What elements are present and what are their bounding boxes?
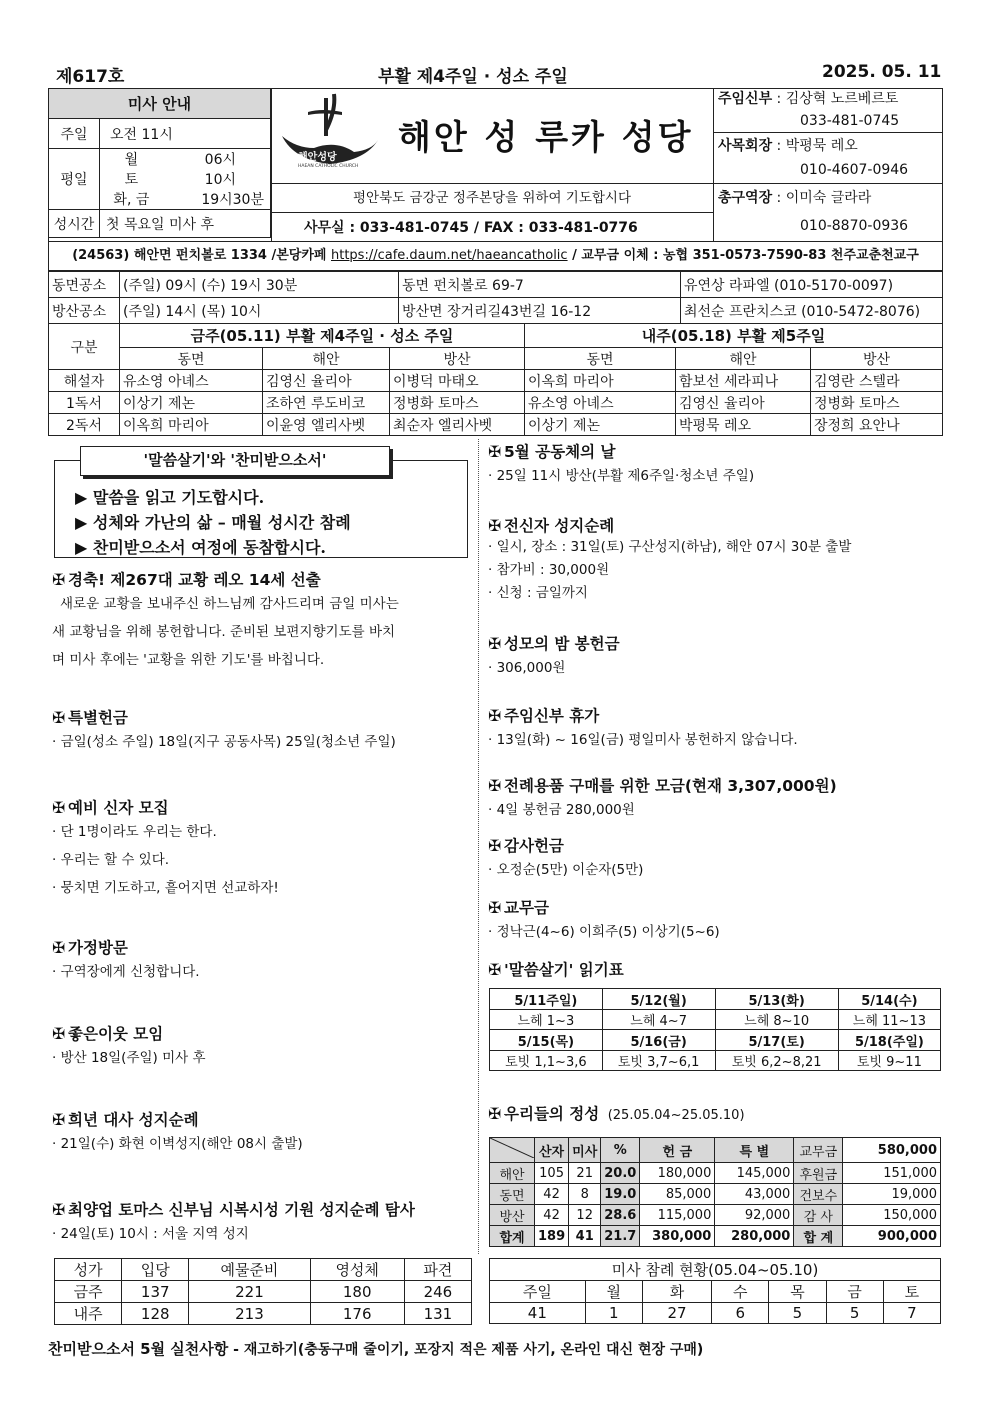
- sunday-time: 오전 11시: [100, 119, 271, 149]
- reading-text: 토빗 6,2~8,21: [715, 1051, 838, 1071]
- attendance-value: 7: [883, 1303, 940, 1324]
- offering-cell: 85,000: [640, 1184, 715, 1205]
- section-line: · 306,000원: [488, 660, 566, 676]
- vocation-cell: 137: [122, 1281, 189, 1303]
- vocation-table: [54, 1258, 472, 1325]
- place-header: 동면: [120, 348, 263, 370]
- reading-text: 토빗 9~11: [838, 1051, 940, 1071]
- station-label: 동면공소: [49, 272, 120, 298]
- vocation-cell: 176: [310, 1303, 404, 1325]
- contact-role: 주임신부: [718, 91, 773, 107]
- cross-icon: ✠: [488, 635, 501, 653]
- weekday-label: 평일: [49, 149, 100, 210]
- section-line: · 21일(수) 화현 이벽성지(해안 08시 출발): [52, 1136, 303, 1152]
- vocation-cell: 213: [189, 1303, 310, 1325]
- reader-name: 이병덕 마태오: [390, 370, 525, 392]
- prayer-intention: 평안북도 금강군 정주본당을 위하여 기도합시다: [271, 183, 713, 213]
- cross-icon: ✠: [52, 709, 65, 727]
- reading-table: [489, 988, 941, 1071]
- column-divider: [478, 439, 480, 1254]
- contact-name: 이미숙 글라라: [785, 190, 872, 206]
- cross-icon: ✠: [488, 961, 501, 979]
- cross-icon: ✠: [488, 777, 501, 795]
- attendance-day: 토: [883, 1281, 940, 1303]
- reader-name: 최순자 엘리사벳: [390, 414, 525, 436]
- offering-table: [489, 1137, 941, 1247]
- contacts: 주임신부 : 김상혁 노르베르토 033-481-0745 사목회장 : 박평묵 레오 010-4607-0946 총구역장 : 이미숙 글라라 010-8870-0936: [714, 88, 943, 242]
- contact-name: 박평묵 레오: [785, 138, 858, 154]
- section: [488, 704, 943, 774]
- reader-name: 김영란 스텔라: [811, 370, 943, 392]
- attendance-value: 5: [826, 1303, 883, 1324]
- section: [488, 958, 943, 980]
- vocation-cell: 금주: [55, 1281, 122, 1303]
- reader-name: 함보선 세라피나: [676, 370, 811, 392]
- readers-col-label: 구분: [49, 324, 120, 370]
- section-title: 성모의 밤 봉헌금: [504, 635, 620, 653]
- section: [52, 692, 472, 796]
- reader-name: 장정희 요안나: [811, 414, 943, 436]
- reader-name: 정병화 토마스: [811, 392, 943, 414]
- offering-key: 건보수: [794, 1184, 843, 1205]
- offering-title: [488, 1102, 745, 1124]
- contact-role: 총구역장: [718, 190, 773, 206]
- this-week-title: 금주(05.11) 부활 제4주일 · 성소 주일: [120, 324, 525, 348]
- section-title: 감사헌금: [504, 837, 564, 855]
- account-text: / 교무금 이체 : 농협 351-0573-7590-83 천주교춘천교구: [567, 248, 919, 263]
- section-line: · 뭉치면 기도하고, 흩어지면 선교하자!: [52, 880, 279, 896]
- right-column: [488, 440, 943, 980]
- section-line: 며 미사 후에는 '교황을 위한 기도'를 바칩니다.: [52, 652, 325, 668]
- section-title: 가정방문: [68, 939, 128, 957]
- vocation-header: 영성체: [310, 1259, 404, 1281]
- reader-name: 박평묵 레오: [676, 414, 811, 436]
- cross-icon: ✠: [488, 899, 501, 917]
- reading-date: 5/18(주일): [838, 1030, 940, 1051]
- section-title: 좋은이웃 모임: [68, 1025, 164, 1043]
- weekday-time: 06시: [163, 149, 271, 170]
- place-header: 동면: [525, 348, 676, 370]
- reading-date: 5/15(목): [490, 1030, 603, 1051]
- offering-cell: 42: [535, 1205, 569, 1226]
- vocation-header: 파견: [404, 1259, 471, 1281]
- issue-number: 제617호: [56, 67, 125, 87]
- contact-phone: 010-8870-0936: [800, 218, 909, 234]
- attendance-value: 1: [585, 1303, 642, 1324]
- section-line: · 정낙근(4~6) 이희주(5) 이상기(5~6): [488, 924, 720, 940]
- attendance-day: 월: [585, 1281, 642, 1303]
- offering-header: %: [601, 1138, 640, 1163]
- readers-table: [48, 323, 943, 436]
- reader-name: 김영신 율리아: [263, 370, 390, 392]
- offering-key: 감 사: [794, 1205, 843, 1226]
- attendance-day: 금: [826, 1281, 883, 1303]
- section-line: 새 교황님을 위해 봉헌합니다. 준비된 보편지향기도를 바치: [52, 624, 396, 640]
- reading-text: 느헤 4~7: [602, 1010, 715, 1030]
- offering-key-value: 151,000: [843, 1163, 941, 1184]
- section-line: · 참가비 : 30,000원: [488, 562, 610, 578]
- vocation-header: 입당: [122, 1259, 189, 1281]
- offering-cell: 43,000: [715, 1184, 794, 1205]
- section-title: 교무금: [504, 899, 549, 917]
- section-line: · 13일(화) ~ 16일(금) 평일미사 봉헌하지 않습니다.: [488, 732, 798, 748]
- reading-text: 느헤 11~13: [838, 1010, 940, 1030]
- mass-info: [48, 88, 271, 238]
- offering-cell: 8: [569, 1184, 601, 1205]
- section-line: 새로운 교황을 보내주신 하느님께 감사드리며 금일 미사는: [60, 596, 399, 612]
- reader-name: 조하연 루도비코: [263, 392, 390, 414]
- attendance-day: 수: [712, 1281, 769, 1303]
- offering-cell: 189: [535, 1226, 569, 1247]
- stations-table: [48, 271, 943, 324]
- reading-text: 느헤 8~10: [715, 1010, 838, 1030]
- cross-icon: ✠: [52, 799, 65, 817]
- reader-name: 이상기 제논: [525, 414, 676, 436]
- station-contact: 유연상 라파엘 (010-5170-0097): [681, 272, 943, 298]
- cross-icon: ✠: [52, 1201, 65, 1219]
- church-name: 해안 성 루카 성당: [398, 118, 694, 158]
- sunday-label: 주일: [49, 119, 100, 149]
- section-line: · 25일 11시 방산(부활 제6주일·청소년 주일): [488, 468, 755, 484]
- offering-cell: 21: [569, 1163, 601, 1184]
- station-addr: 방산면 장거리길43번길 16-12: [399, 298, 681, 324]
- station-times: (주일) 14시 (목) 10시: [120, 298, 399, 324]
- offering-cell: 92,000: [715, 1205, 794, 1226]
- section: [52, 936, 472, 1022]
- offering-key-value: 150,000: [843, 1205, 941, 1226]
- cross-icon: ✠: [488, 707, 501, 725]
- section-line: · 4일 봉헌금 280,000원: [488, 802, 635, 818]
- section-title: 예비 신자 모집: [68, 799, 169, 817]
- section-line: · 방산 18일(주일) 미사 후: [52, 1050, 206, 1066]
- offering-place: 방산: [490, 1205, 535, 1226]
- offering-period: (25.05.04~25.05.10): [607, 1108, 745, 1123]
- offering-cell: 180,000: [640, 1163, 715, 1184]
- section-title: 우리들의 정성: [504, 1105, 600, 1123]
- attendance-day: 화: [642, 1281, 711, 1303]
- issue-date: 2025. 05. 11: [822, 62, 942, 82]
- section: [488, 632, 943, 704]
- section: [52, 1108, 472, 1198]
- offering-total-label: 합 계: [794, 1226, 843, 1247]
- logo-sub: HAEAN CATHOLIC CHURCH: [298, 164, 359, 169]
- offering-cell: 115,000: [640, 1205, 715, 1226]
- section-title: 주임신부 휴가: [504, 707, 600, 725]
- offering-key-value: 580,000: [843, 1138, 941, 1163]
- offering-pct: 28.6: [601, 1205, 640, 1226]
- offering-header: 헌 금: [640, 1138, 715, 1163]
- attendance-day: 주일: [490, 1281, 586, 1303]
- offering-place: 동면: [490, 1184, 535, 1205]
- offering-pct: 19.0: [601, 1184, 640, 1205]
- reading-date: 5/11주일): [490, 989, 603, 1010]
- section-line: · 신청 : 금일까지: [488, 585, 588, 601]
- section-title: 희년 대사 성지순례: [68, 1111, 199, 1129]
- offering-cell: 380,000: [640, 1226, 715, 1247]
- attendance-day: 목: [769, 1281, 826, 1303]
- reading-text: 토빗 1,1~3,6: [490, 1051, 603, 1071]
- reader-name: 이윤영 엘리사벳: [263, 414, 390, 436]
- church-logo: [274, 90, 384, 178]
- office-phone: 사무실 : 033-481-0745 / FAX : 033-481-0776: [304, 220, 638, 236]
- cross-icon: ✠: [52, 1111, 65, 1129]
- vocation-cell: 128: [122, 1303, 189, 1325]
- section-title: 5월 공동체의 날: [504, 443, 616, 461]
- motto-title: '말씀살기'와 '찬미받으소서': [80, 446, 390, 476]
- place-header: 방산: [390, 348, 525, 370]
- contact-role: 사목회장: [718, 138, 773, 154]
- station-addr: 동면 펀치볼로 69-7: [399, 272, 681, 298]
- cross-icon: ✠: [52, 571, 65, 589]
- section: [52, 796, 472, 936]
- section-title: '말씀살기' 읽기표: [504, 961, 624, 979]
- footer-title: 찬미받으소서 5월 실천사항: [48, 1340, 229, 1358]
- section-title: 최양업 토마스 신부님 시복시성 기원 성지순례 탐사: [68, 1201, 415, 1219]
- attendance-value: 41: [490, 1303, 586, 1324]
- reading-date: 5/17(토): [715, 1030, 838, 1051]
- contact-name: 김상혁 노르베르토: [785, 91, 899, 107]
- section-line: · 24일(토) 10시 : 서울 지역 성지: [52, 1226, 249, 1242]
- attendance-table: [489, 1258, 941, 1324]
- motto-line: ▶ 성체와 가난의 삶 – 매월 성시간 참례: [75, 513, 351, 532]
- offering-key: 후원금: [794, 1163, 843, 1184]
- reading-date: 5/12(월): [602, 989, 715, 1010]
- section-line: · 단 1명이라도 우리는 한다.: [52, 824, 217, 840]
- motto-line: ▶ 말씀을 읽고 기도합시다.: [75, 488, 265, 507]
- attendance-value: 27: [642, 1303, 711, 1324]
- contact-phone: 033-481-0745: [800, 113, 900, 129]
- section: [488, 834, 943, 896]
- reader-name: 유소영 아녜스: [525, 392, 676, 414]
- vocation-cell: 131: [404, 1303, 471, 1325]
- left-column: [52, 568, 472, 1258]
- cross-icon: ✠: [488, 443, 501, 461]
- cafe-link[interactable]: https://cafe.daum.net/haeancatholic: [331, 248, 568, 263]
- section-title: 전례용품 구매를 위한 모금(현재 3,307,000원): [504, 777, 837, 795]
- attendance-value: 6: [712, 1303, 769, 1324]
- offering-header: 특 별: [715, 1138, 794, 1163]
- vocation-header: 성가: [55, 1259, 122, 1281]
- section-line: · 구역장에게 신청합니다.: [52, 964, 200, 980]
- section-title: 특별헌금: [68, 709, 128, 727]
- section: [52, 568, 472, 692]
- reading-date: 5/16(금): [602, 1030, 715, 1051]
- reading-date: 5/14(수): [838, 989, 940, 1010]
- reader-role: 해설자: [49, 370, 120, 392]
- offering-cell: 42: [535, 1184, 569, 1205]
- reader-name: 이상기 제논: [120, 392, 263, 414]
- offering-key-value: 19,000: [843, 1184, 941, 1205]
- attendance-title: 미사 참례 현황(05.04~05.10): [490, 1259, 941, 1281]
- reader-name: 유소영 아녜스: [120, 370, 263, 392]
- cross-icon: ✠: [52, 939, 65, 957]
- offering-cell: 41: [569, 1226, 601, 1247]
- offering-header: 미사: [569, 1138, 601, 1163]
- contact-phone: 010-4607-0946: [800, 162, 909, 178]
- reader-role: 1독서: [49, 392, 120, 414]
- station-contact: 최선순 프란치스코 (010-5472-8076): [681, 298, 943, 324]
- offering-place: 해안: [490, 1163, 535, 1184]
- holyhour-value: 첫 목요일 미사 후: [100, 210, 271, 238]
- reading-date: 5/13(화): [715, 989, 838, 1010]
- attendance-value: 5: [769, 1303, 826, 1324]
- holyhour-label: 성시간: [49, 210, 100, 238]
- weekday-time: 19시30분: [163, 189, 271, 210]
- vocation-cell: 내주: [55, 1303, 122, 1325]
- weekday-time: 10시: [163, 169, 271, 189]
- section: [52, 1198, 472, 1258]
- footer: [48, 1338, 703, 1359]
- cross-icon: ✠: [52, 1025, 65, 1043]
- offering-pct: 21.7: [601, 1226, 640, 1247]
- offering-cell: 105: [535, 1163, 569, 1184]
- offering-cell: 12: [569, 1205, 601, 1226]
- offering-pct: 20.0: [601, 1163, 640, 1184]
- station-label: 방산공소: [49, 298, 120, 324]
- section-title: 경축! 제267대 교황 레오 14세 선출: [68, 571, 321, 589]
- mass-title: 미사 안내: [49, 89, 271, 119]
- offering-cell: 145,000: [715, 1163, 794, 1184]
- offering-total-value: 900,000: [843, 1226, 941, 1247]
- reader-name: 정병화 토마스: [390, 392, 525, 414]
- logo-text: 해안성당: [298, 152, 337, 163]
- weekday-day: 토: [124, 172, 139, 188]
- footer-text: - 재고하기(충동구매 줄이기, 포장지 적은 제품 사기, 온라인 대신 현장 구매): [228, 1342, 704, 1358]
- vocation-header: 예물준비: [189, 1259, 310, 1281]
- reader-name: 김영신 율리아: [676, 392, 811, 414]
- diagonal-icon: [490, 1138, 534, 1158]
- section: [488, 514, 943, 632]
- cross-icon: ✠: [488, 1105, 501, 1123]
- section-title: 전신자 성지순례: [504, 517, 615, 535]
- vocation-cell: 180: [310, 1281, 404, 1303]
- offering-header: 산자: [535, 1138, 569, 1163]
- next-week-title: 내주(05.18) 부활 제5주일: [525, 324, 943, 348]
- station-times: (주일) 09시 (수) 19시 30분: [120, 272, 399, 298]
- section: [488, 896, 943, 958]
- divider: [271, 88, 272, 242]
- section: [488, 774, 943, 834]
- page-title: 부활 제4주일 · 성소 주일: [378, 67, 568, 87]
- section-line: · 오정순(5만) 이순자(5만): [488, 862, 644, 878]
- cross-icon: ✠: [488, 517, 501, 535]
- section-line: · 우리는 할 수 있다.: [52, 852, 170, 868]
- cross-icon: ✠: [488, 837, 501, 855]
- place-header: 해안: [676, 348, 811, 370]
- reading-text: 느헤 1~3: [490, 1010, 603, 1030]
- reading-text: 토빗 3,7~6,1: [602, 1051, 715, 1071]
- motto-line: ▶ 찬미받으소서 여정에 동참합시다.: [75, 538, 326, 557]
- place-header: 방산: [811, 348, 943, 370]
- section-line: · 일시, 장소 : 31일(토) 구산성지(하남), 해안 07시 30분 출발: [488, 539, 852, 555]
- diag-cell: [490, 1138, 535, 1163]
- vocation-cell: 246: [404, 1281, 471, 1303]
- offering-place: 합계: [490, 1226, 535, 1247]
- offering-cell: 280,000: [715, 1226, 794, 1247]
- weekday-day: 화, 금: [100, 189, 163, 210]
- reader-role: 2독서: [49, 414, 120, 436]
- offering-key: 교무금: [794, 1138, 843, 1163]
- section-line: · 금일(성소 주일) 18일(지구 공동사목) 25일(청소년 주일): [52, 734, 396, 750]
- vocation-cell: 221: [189, 1281, 310, 1303]
- section: [52, 1022, 472, 1108]
- address-text: (24563) 해안면 펀치볼로 1334 /본당카페: [72, 248, 331, 263]
- address-line: [48, 242, 943, 271]
- reader-name: 이옥희 마리아: [120, 414, 263, 436]
- section: [488, 440, 943, 514]
- weekday-day: 월: [100, 149, 163, 170]
- place-header: 해안: [263, 348, 390, 370]
- reader-name: 이옥희 마리아: [525, 370, 676, 392]
